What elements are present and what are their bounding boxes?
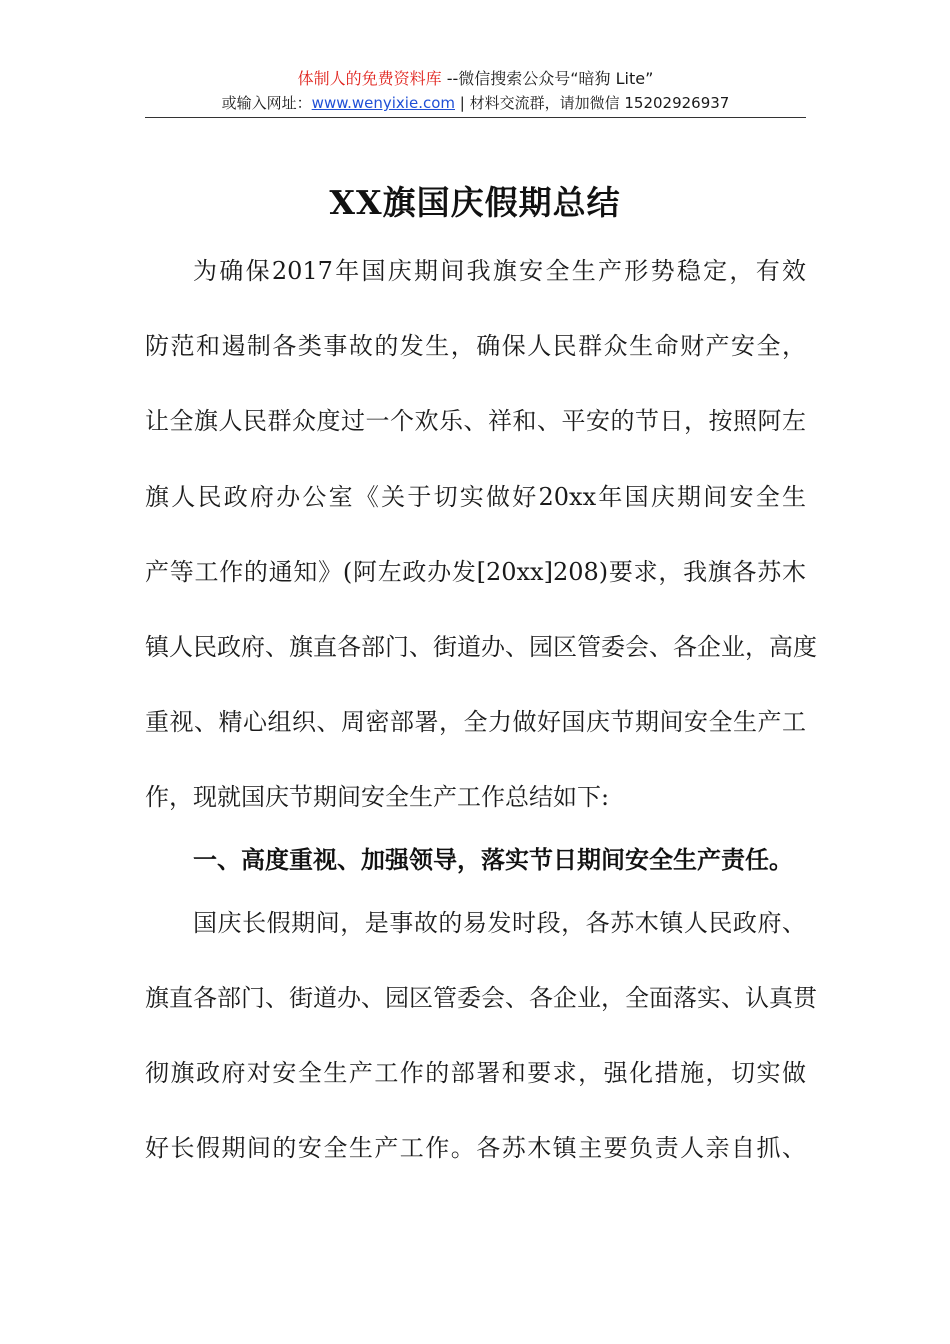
paragraph-line: 旗人民政府办公室《关于切实做好20xx年国庆期间安全生 bbox=[145, 483, 806, 511]
header-promo-line bbox=[145, 66, 806, 92]
paragraph-line: 镇人民政府、旗直各部门、街道办、园区管委会、各企业，高度 bbox=[145, 633, 817, 661]
page-header bbox=[145, 66, 806, 114]
header-contact-line bbox=[145, 92, 806, 114]
website-link[interactable]: www.wenyixie.com bbox=[311, 94, 455, 112]
section-heading: 一、高度重视、加强领导，落实节日期间安全生产责任。 bbox=[193, 846, 793, 874]
paragraph-line: 好长假期间的安全生产工作。各苏木镇主要负责人亲自抓、 bbox=[145, 1134, 806, 1162]
header-tagline: --微信搜索公众号“暗狗 Lite” bbox=[441, 69, 654, 88]
header-separator: | bbox=[455, 94, 470, 112]
paragraph-line: 防范和遏制各类事故的发生，确保人民群众生命财产安全， bbox=[145, 332, 806, 360]
brand-name: 体制人的免费资料库 bbox=[297, 69, 442, 88]
wechat-contact: 材料交流群，请加微信 15202926937 bbox=[469, 94, 730, 112]
url-prefix: 或输入网址： bbox=[221, 94, 312, 112]
header-divider bbox=[145, 117, 806, 118]
paragraph-line: 让全旗人民群众度过一个欢乐、祥和、平安的节日，按照阿左 bbox=[145, 407, 806, 435]
paragraph-line: 重视、精心组织、周密部署，全力做好国庆节期间安全生产工 bbox=[145, 708, 806, 736]
paragraph-line: 国庆长假期间，是事故的易发时段，各苏木镇人民政府、 bbox=[193, 909, 806, 937]
paragraph-line: 彻旗政府对安全生产工作的部署和要求，强化措施，切实做 bbox=[145, 1059, 806, 1087]
paragraph-line: 为确保2017年国庆期间我旗安全生产形势稳定，有效 bbox=[193, 257, 806, 285]
paragraph-line: 旗直各部门、街道办、园区管委会、各企业，全面落实、认真贯 bbox=[145, 984, 817, 1012]
paragraph-line: 产等工作的通知》(阿左政办发[20xx]208)要求，我旗各苏木 bbox=[145, 558, 806, 586]
paragraph-line: 作，现就国庆节期间安全生产工作总结如下: bbox=[145, 783, 610, 811]
document-title: XX旗国庆假期总结 bbox=[329, 183, 621, 222]
